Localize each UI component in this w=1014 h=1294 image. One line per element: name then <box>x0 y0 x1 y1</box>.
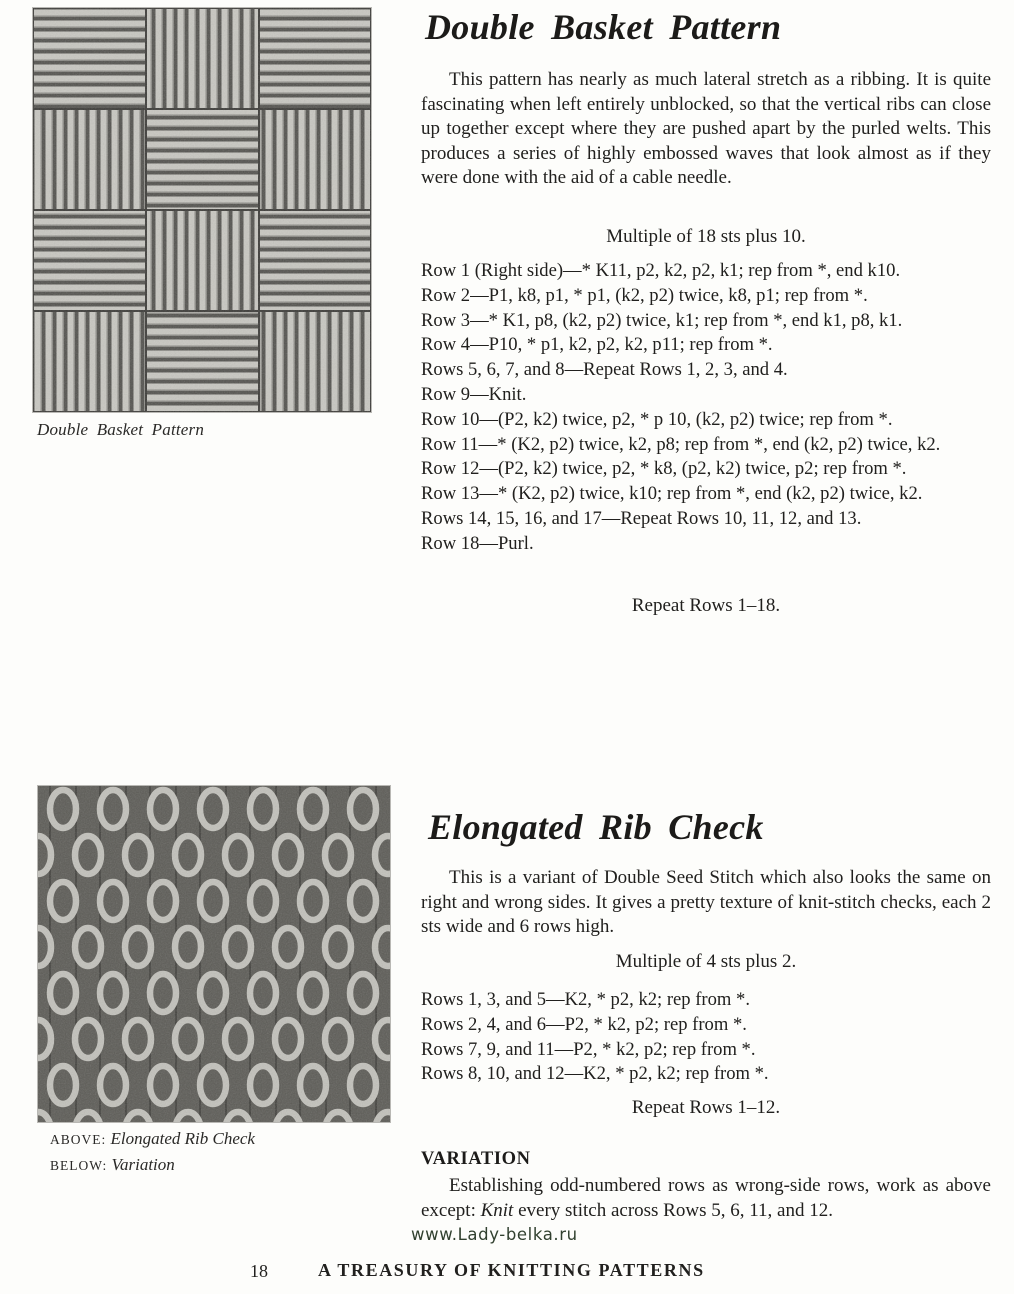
photo2-caption-above <box>50 1126 255 1152</box>
section1-row-instructions <box>421 259 991 557</box>
section1-multiple: Multiple of 18 sts plus 10. <box>606 226 806 247</box>
caption-below-name: Variation <box>111 1155 175 1174</box>
section1-intro: This pattern has nearly as much lateral stretch as a ribbing. It is quite fascinating when left entirely unblocked, so that the vertical ribs can close up together except where they are pushed apart by the purled welts. This produces a series of highly embossed waves that look almost as if they were done with the aid of a cable needle. <box>421 69 991 189</box>
row-instruction: Rows 2, 4, and 6—P2, * k2, p2; rep from *. <box>421 1013 747 1035</box>
section1-repeat: Repeat Rows 1–18. <box>631 595 781 616</box>
row-instruction: Rows 14, 15, 16, and 17—Repeat Rows 10, 11, 12, and 13. <box>421 507 862 529</box>
row-instruction: Row 10—(P2, k2) twice, p2, * p 10, (k2, p2) twice; rep from *. <box>421 408 893 430</box>
photo2-captions <box>50 1126 255 1178</box>
row-instruction: Rows 5, 6, 7, and 8—Repeat Rows 1, 2, 3, and 4. <box>421 359 788 381</box>
row-instruction: Row 2—P1, k8, p1, * p1, (k2, p2) twice, k8, p1; rep from *. <box>421 284 868 306</box>
row-instruction: Row 11—* (K2, p2) twice, k2, p8; rep from *, end (k2, p2) twice, k2. <box>421 433 941 455</box>
section1-title: Double Basket Pattern <box>425 7 782 47</box>
page-number: 18 <box>250 1261 268 1281</box>
photo1-caption: Double Basket Pattern <box>37 420 205 439</box>
elongated-rib-check-photo <box>38 786 390 1122</box>
section2-intro: This is a variant of Double Seed Stitch which also looks the same on right and wrong sides. It gives a pretty texture of knit-stitch checks, each 2 sts wide and 6 rows high. <box>421 867 991 938</box>
row-instruction: Row 18—Purl. <box>421 532 534 554</box>
row-instruction: Row 12—(P2, k2) twice, p2, * k8, (p2, k2) twice, p2; rep from *. <box>421 458 907 480</box>
running-footer-book-title: A TREASURY OF KNITTING PATTERNS <box>318 1260 705 1280</box>
row-instruction: Row 1 (Right side)—* K11, p2, k2, p2, k1; rep from *, end k10. <box>421 260 901 281</box>
variation-text <box>421 1174 991 1223</box>
double-basket-pattern-photo <box>33 8 371 412</box>
row-instruction: Rows 7, 9, and 11—P2, * k2, p2; rep from *. <box>421 1038 756 1060</box>
row-instruction: Row 4—P10, * p1, k2, p2, k2, p11; rep from *. <box>421 334 773 356</box>
watermark-url: www.Lady-belka.ru <box>411 1225 578 1244</box>
row-instruction: Row 13—* (K2, p2) twice, k10; rep from *, end (k2, p2) twice, k2. <box>421 483 923 505</box>
row-instruction: Rows 8, 10, and 12—K2, * p2, k2; rep from *. <box>421 1063 769 1085</box>
section2-repeat: Repeat Rows 1–12. <box>631 1097 781 1118</box>
variation-text-italic: Knit <box>480 1199 514 1221</box>
photo2-caption-below <box>50 1152 255 1178</box>
variation-text-post: every stitch across Rows 5, 6, 11, and 12. <box>513 1199 833 1221</box>
row-instruction: Row 3—* K1, p8, (k2, p2) twice, k1; rep from *, end k1, p8, k1. <box>421 309 903 331</box>
caption-above-label: ABOVE: <box>50 1132 107 1147</box>
section2-multiple: Multiple of 4 sts plus 2. <box>615 951 797 972</box>
section2-title: Elongated Rib Check <box>428 807 764 847</box>
row-instruction: Row 9—Knit. <box>421 383 527 405</box>
caption-above-name: Elongated Rib Check <box>110 1129 255 1148</box>
section2-row-instructions <box>421 988 991 1087</box>
variation-heading: VARIATION <box>421 1149 531 1169</box>
caption-below-label: BELOW: <box>50 1158 108 1173</box>
row-instruction: Rows 1, 3, and 5—K2, * p2, k2; rep from *. <box>421 989 750 1010</box>
variation-text-pre: Establishing odd-numbered rows as wrong-side rows, work as above except: <box>421 1175 991 1221</box>
